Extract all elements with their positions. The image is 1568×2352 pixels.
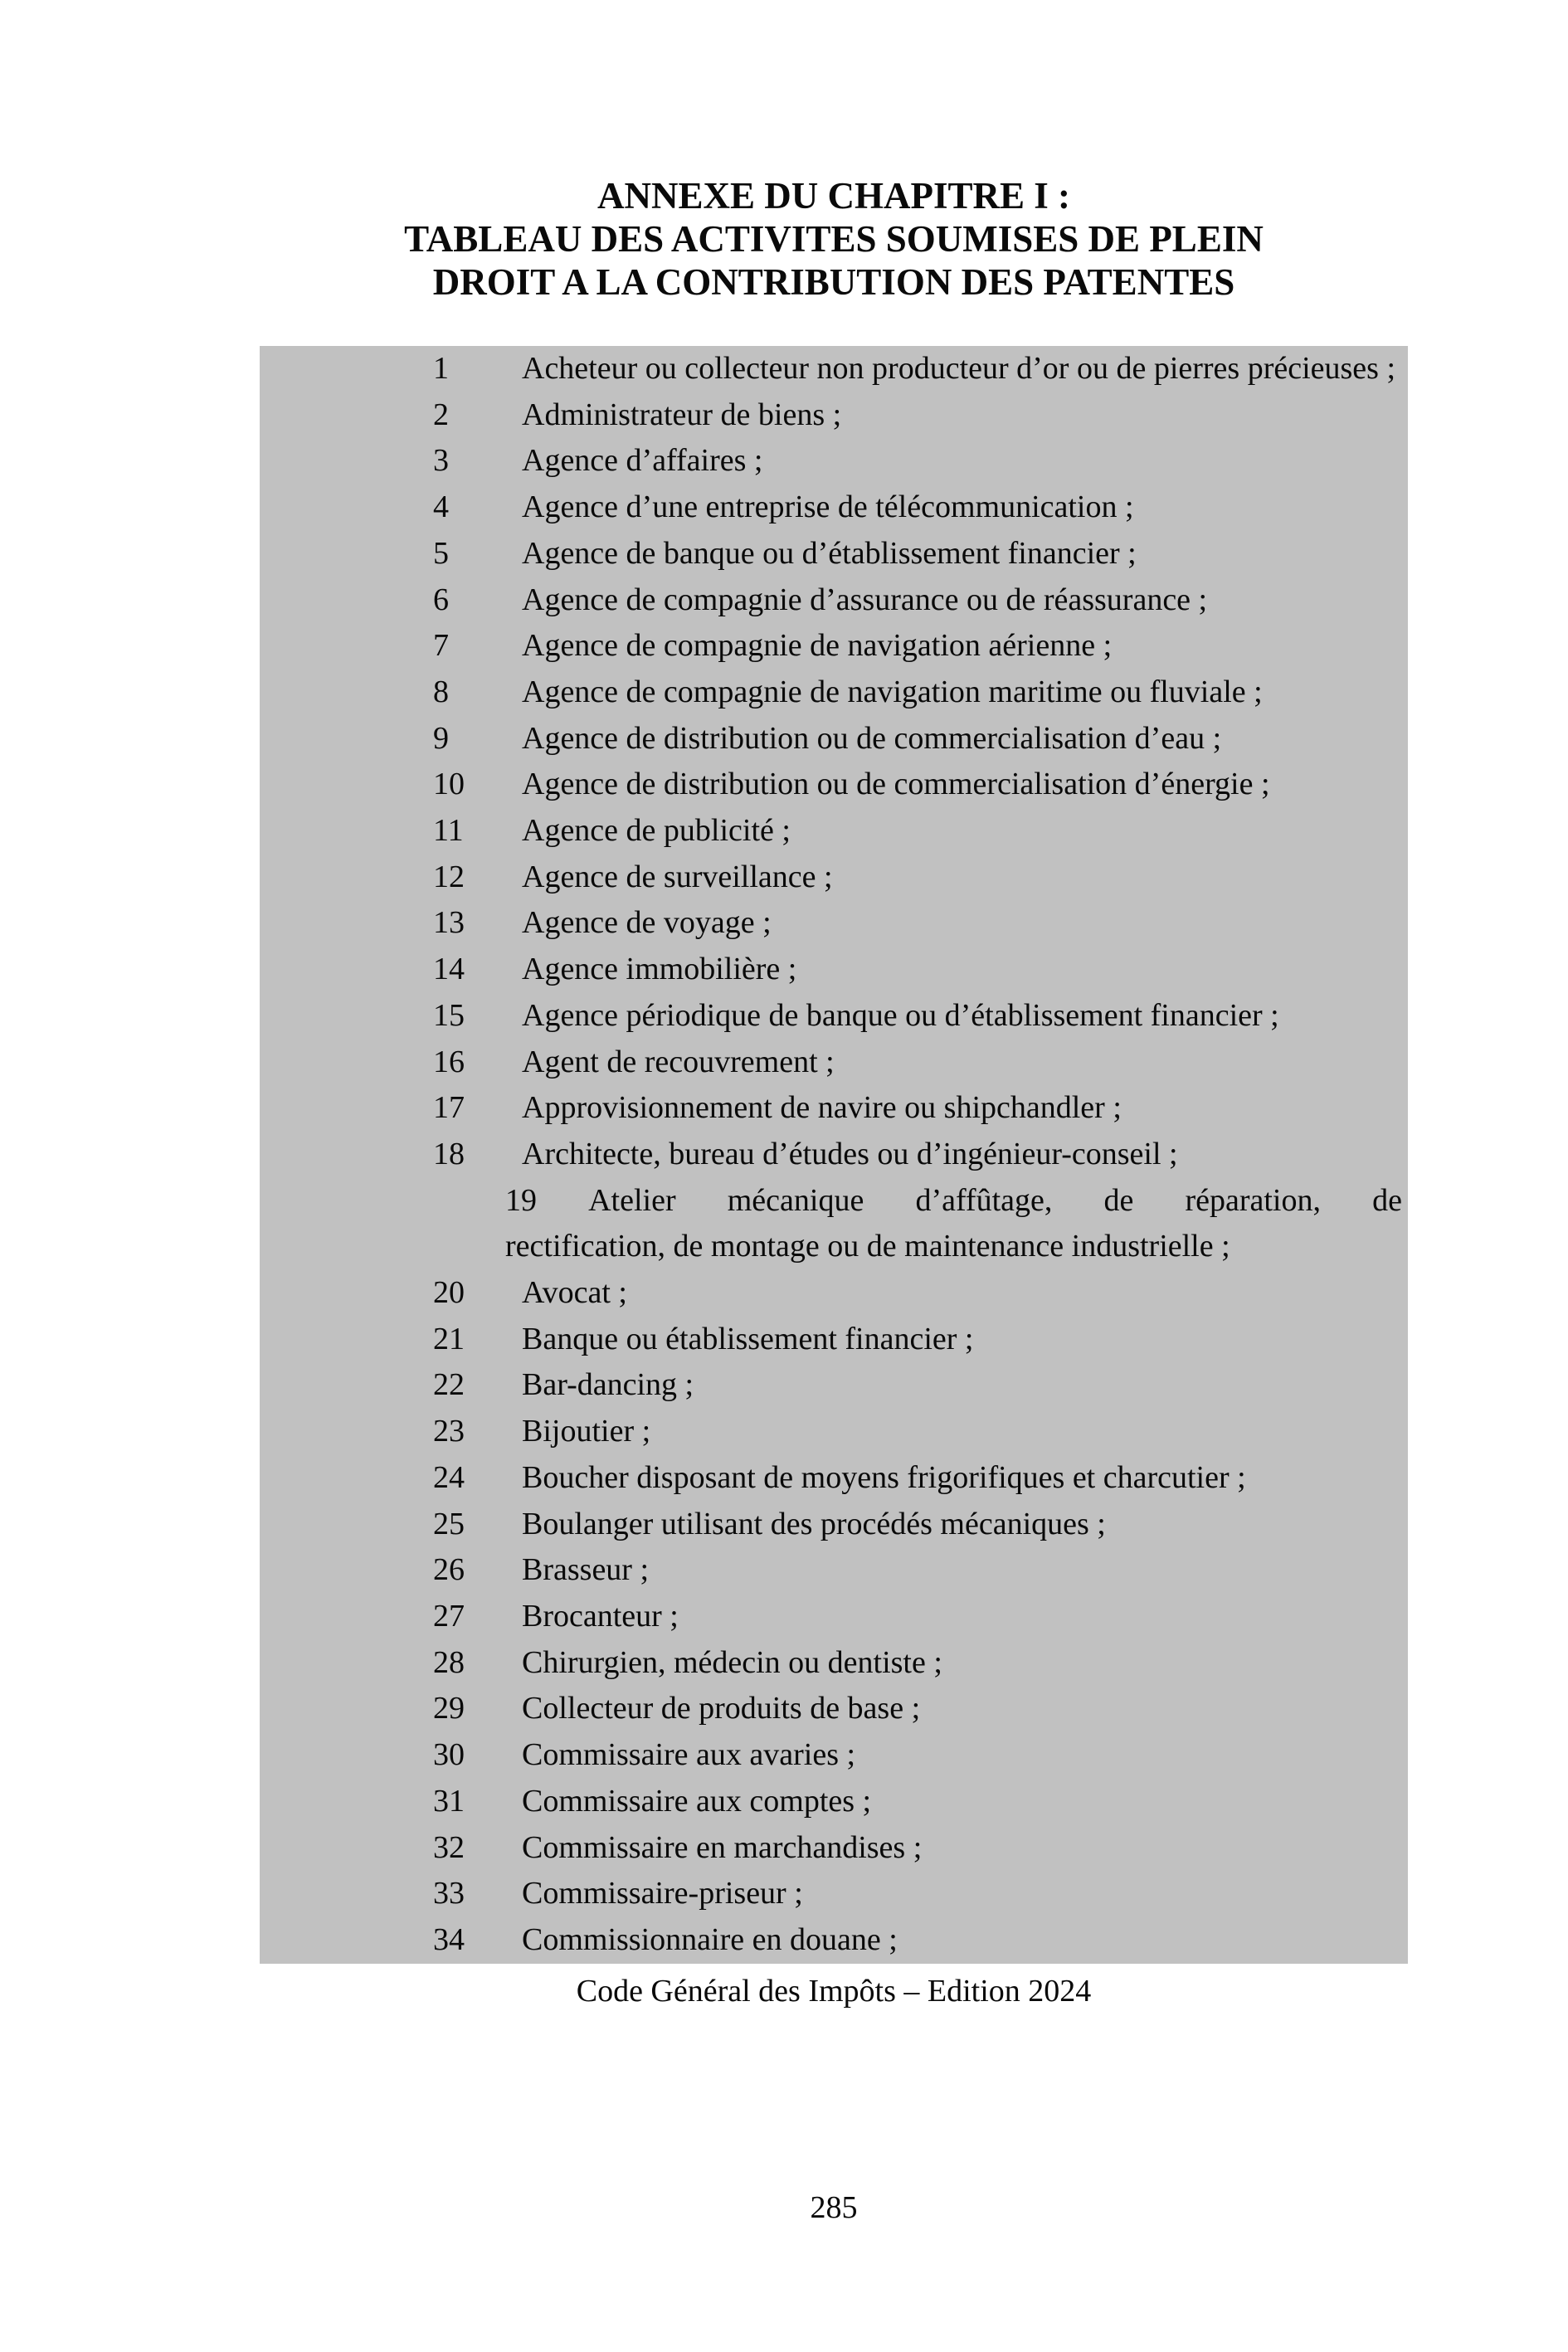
- item-text: Agence de distribution ou de commercialisation d’eau ;: [522, 720, 1222, 756]
- item-text: Commissaire aux comptes ;: [522, 1783, 872, 1819]
- item-text: Agent de recouvrement ;: [522, 1044, 835, 1079]
- item-text: Administrateur de biens ;: [522, 397, 842, 432]
- item-text: Commissaire en marchandises ;: [522, 1829, 923, 1865]
- list-item: [260, 1317, 1408, 1363]
- item-text: Approvisionnement de navire ou shipchandler ;: [522, 1090, 1122, 1126]
- item-number: 7: [433, 628, 449, 664]
- item-text: Agence de surveillance ;: [522, 859, 833, 894]
- list-item: [260, 947, 1408, 993]
- list-item: [260, 1686, 1408, 1732]
- item-number: 22: [433, 1367, 465, 1403]
- list-item: [260, 1502, 1408, 1548]
- list-item: [260, 623, 1408, 670]
- item-number: 31: [433, 1783, 465, 1819]
- list-item: [260, 808, 1408, 855]
- item-number: 2: [433, 397, 449, 432]
- list-item-wrapped-line-1: [505, 1178, 1402, 1225]
- item-number: 1: [433, 351, 449, 386]
- list-item: [260, 1547, 1408, 1594]
- item-number: 9: [433, 720, 449, 756]
- item-text: Avocat ;: [522, 1275, 627, 1311]
- page-title: [260, 174, 1408, 304]
- item-number: 15: [433, 997, 465, 1033]
- list-item: [260, 1871, 1408, 1917]
- item-text: Agence d’une entreprise de télécommunication ;: [522, 489, 1134, 525]
- item-text: Architecte, bureau d’études ou d’ingénieur-conseil ;: [522, 1136, 1178, 1171]
- list-item-wrapped-line-2: rectification, de montage ou de maintenance industrielle ;: [505, 1229, 1230, 1264]
- item-text: Brasseur ;: [522, 1552, 650, 1588]
- item-text: Agence de compagnie de navigation aérienne ;: [522, 628, 1113, 664]
- list-item: [260, 438, 1408, 485]
- item-number: 5: [433, 535, 449, 571]
- item-text: Agence de compagnie d’assurance ou de réassurance ;: [522, 582, 1208, 617]
- list-item: [260, 1270, 1408, 1317]
- item-number: 12: [433, 859, 465, 894]
- list-item: [260, 993, 1408, 1040]
- item-number: 20: [433, 1275, 465, 1311]
- item-number: 8: [433, 674, 449, 709]
- item-number: 25: [433, 1506, 465, 1541]
- item-text: Agence de voyage ;: [522, 905, 772, 941]
- list-item: [260, 531, 1408, 577]
- item-number: 32: [433, 1829, 465, 1865]
- list-item: [260, 485, 1408, 531]
- page-title-line-3: DROIT A LA CONTRIBUTION DES PATENTES: [432, 261, 1235, 303]
- list-item: [260, 1594, 1408, 1640]
- list-item: [260, 1917, 1408, 1964]
- list-item: [260, 346, 1408, 392]
- item-text: Bijoutier ;: [522, 1414, 651, 1449]
- item-text: Acheteur ou collecteur non producteur d’or ou de pierres précieuses ;: [522, 351, 1396, 386]
- item-text-word: de: [1103, 1182, 1134, 1218]
- item-text: Agence immobilière ;: [522, 952, 797, 987]
- list-item: [260, 1825, 1408, 1872]
- list-item: [260, 392, 1408, 439]
- item-number: 23: [433, 1414, 465, 1449]
- list-item: [260, 577, 1408, 624]
- item-text: Agence périodique de banque ou d’établissement financier ;: [522, 997, 1279, 1033]
- item-text-word: d’affûtage,: [915, 1182, 1053, 1218]
- item-text-word: Atelier: [588, 1182, 676, 1218]
- list-item: [260, 900, 1408, 947]
- item-number: 3: [433, 443, 449, 479]
- item-text: Agence de distribution ou de commercialisation d’énergie ;: [522, 767, 1270, 802]
- item-number: 28: [433, 1644, 465, 1680]
- item-text-word: de: [1372, 1182, 1402, 1218]
- item-text: Collecteur de produits de base ;: [522, 1691, 921, 1726]
- item-text: Commissionnaire en douane ;: [522, 1921, 898, 1957]
- list-item: [260, 1732, 1408, 1779]
- item-text: Boulanger utilisant des procédés mécaniques ;: [522, 1506, 1106, 1541]
- item-number: 16: [433, 1044, 465, 1079]
- list-item: [260, 762, 1408, 808]
- list-item: [260, 1409, 1408, 1455]
- item-text-word: mécanique: [727, 1182, 864, 1218]
- item-text: Banque ou établissement financier ;: [522, 1321, 974, 1356]
- item-text: Chirurgien, médecin ou dentiste ;: [522, 1644, 942, 1680]
- item-number: 11: [433, 813, 464, 849]
- page-title-line-1: ANNEXE DU CHAPITRE I :: [597, 175, 1071, 217]
- item-number: 34: [433, 1921, 465, 1957]
- item-text: Agence de publicité ;: [522, 813, 791, 849]
- item-number: 33: [433, 1876, 465, 1911]
- list-item: [260, 1779, 1408, 1825]
- item-number: 14: [433, 952, 465, 987]
- item-number: 24: [433, 1459, 465, 1495]
- page-title-line-2: TABLEAU DES ACTIVITES SOUMISES DE PLEIN: [404, 218, 1264, 260]
- item-text-word: réparation,: [1185, 1182, 1321, 1218]
- item-number: 4: [433, 489, 449, 525]
- list-item: [260, 855, 1408, 901]
- activities-list: [260, 346, 1408, 1964]
- item-number: 29: [433, 1691, 465, 1726]
- item-number: 17: [433, 1090, 465, 1126]
- footer-text: Code Général des Impôts – Edition 2024: [576, 1974, 1092, 2009]
- list-item: [260, 1640, 1408, 1687]
- list-item: [260, 1132, 1408, 1178]
- list-item: [260, 670, 1408, 716]
- list-item: [260, 1085, 1408, 1132]
- item-number: 27: [433, 1598, 465, 1634]
- item-number: 21: [433, 1321, 465, 1356]
- page-number: 285: [810, 2190, 858, 2225]
- list-item: [260, 1362, 1408, 1409]
- list-item: [260, 1040, 1408, 1086]
- item-text: Commissaire-priseur ;: [522, 1876, 803, 1911]
- item-number: 26: [433, 1552, 465, 1588]
- item-text: Agence de compagnie de navigation maritime ou fluviale ;: [522, 674, 1263, 709]
- item-number: 18: [433, 1136, 465, 1171]
- item-number: 19: [505, 1182, 537, 1218]
- item-text: Commissaire aux avaries ;: [522, 1737, 856, 1773]
- item-number: 10: [433, 767, 465, 802]
- item-text: Boucher disposant de moyens frigorifiques et charcutier ;: [522, 1459, 1246, 1495]
- item-text: Brocanteur ;: [522, 1598, 679, 1634]
- list-item-wrapped: [505, 1178, 1402, 1270]
- item-text: Agence d’affaires ;: [522, 443, 763, 479]
- list-item: [260, 1455, 1408, 1502]
- item-number: 30: [433, 1737, 465, 1773]
- item-text: Agence de banque ou d’établissement financier ;: [522, 535, 1137, 571]
- item-text: Bar-dancing ;: [522, 1367, 694, 1403]
- list-item: [260, 716, 1408, 762]
- item-number: 13: [433, 905, 465, 941]
- item-number: 6: [433, 582, 449, 617]
